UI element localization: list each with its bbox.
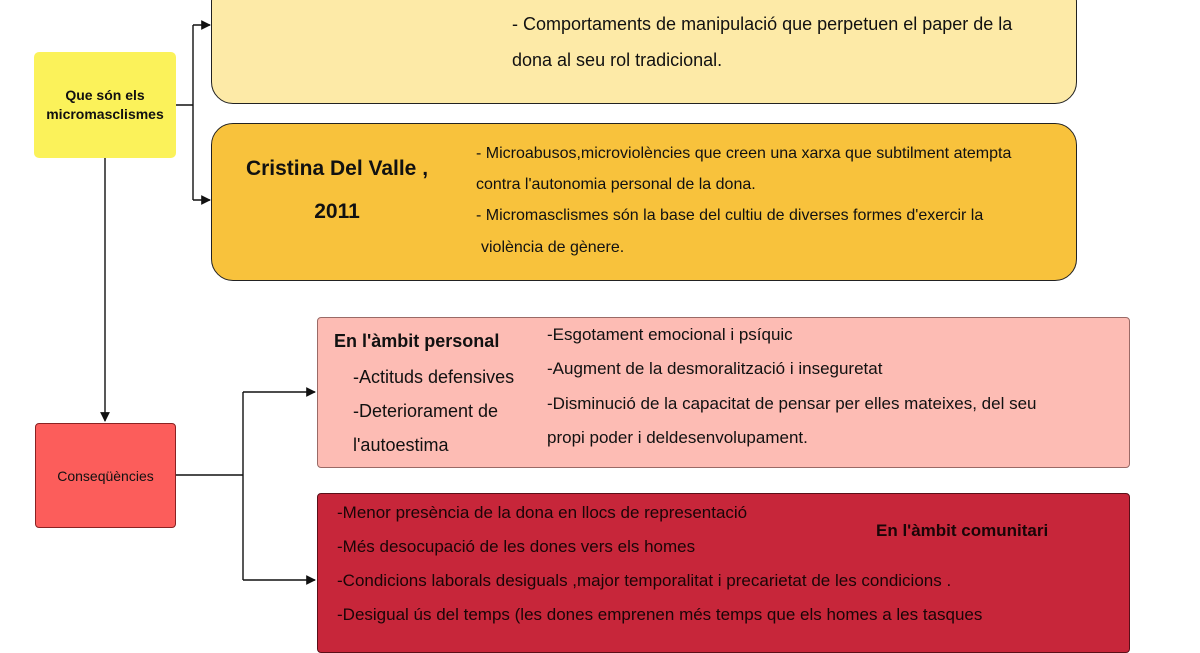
panel2-line: violència de gènere. (481, 239, 625, 256)
panel2-line: - Microabusos,microviolències que creen una xarxa que subtilment atempta (476, 145, 1012, 162)
community-title: En l'àmbit comunitari (876, 521, 1049, 540)
definition-node (34, 52, 176, 158)
personal-right-item: -Disminució de la capacitat de pensar per elles mateixes, del seu (547, 394, 1037, 413)
community-item: -Menor presència de la dona en llocs de representació (337, 503, 748, 522)
consequences-node (35, 423, 176, 528)
definition-node-label: Que són els micromasclismes (46, 87, 164, 122)
panel2-line: - Micromasclismes són la base del cultiu de diverses formes d'exercir la (476, 207, 984, 224)
community-item: -Condicions laborals desiguals ,major temporalitat i precarietat de les condicions . (337, 571, 952, 590)
panel1-line: - Comportaments de manipulació que perpetuen el paper de la (512, 14, 1013, 34)
community-item: -Més desocupació de les dones vers els homes (337, 537, 696, 556)
personal-right-item: -Esgotament emocional i psíquic (547, 325, 793, 344)
personal-left-item: -Deteriorament de (353, 401, 499, 421)
panel1-line: dona al seu rol tradicional. (512, 50, 723, 70)
personal-left-item: l'autoestima (353, 435, 449, 455)
community-item: -Desigual ús del temps (les dones emprenen més temps que els homes a les tasques (337, 605, 983, 624)
author-name: Cristina Del Valle , (245, 157, 429, 180)
author-year: 2011 (314, 200, 360, 223)
personal-left-item: -Actituds defensives (353, 367, 515, 387)
personal-right-item: -Augment de la desmoralització i inseguretat (547, 359, 883, 378)
panel2-line: contra l'autonomia personal de la dona. (476, 176, 756, 193)
personal-title: En l'àmbit personal (334, 331, 500, 351)
personal-right-item: propi poder i deldesenvolupament. (547, 428, 808, 447)
consequences-node-label: Conseqüències (57, 467, 154, 484)
